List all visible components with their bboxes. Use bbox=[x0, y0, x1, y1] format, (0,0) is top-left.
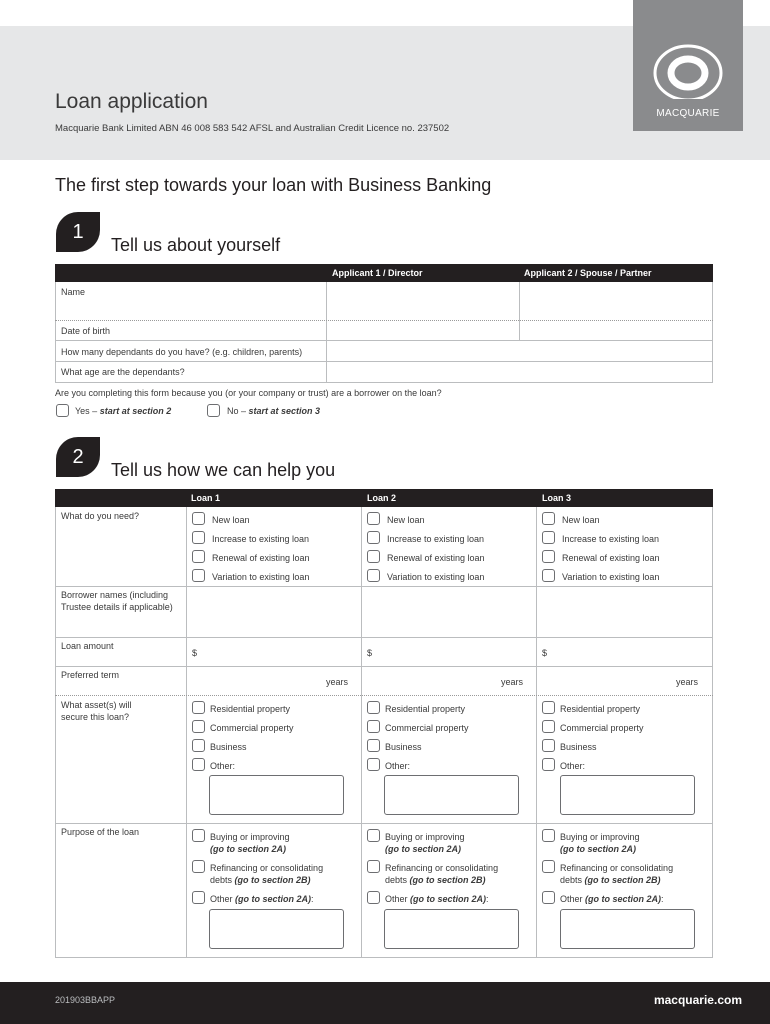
buying-text: Buying or improving bbox=[385, 832, 465, 842]
loan-1-increase-checkbox[interactable] bbox=[192, 531, 205, 544]
loan-1-other-purpose-field[interactable] bbox=[209, 909, 344, 949]
loan-2-new-loan-checkbox[interactable] bbox=[367, 512, 380, 525]
loan-1-business-label: Business bbox=[210, 742, 247, 752]
other-purpose-text: Other bbox=[385, 894, 411, 904]
row-label-borrowers: Borrower names (including Trustee details if applicable) bbox=[61, 590, 173, 612]
column-loan-3: Loan 3 bbox=[542, 493, 572, 503]
loan-3-other-purpose-label bbox=[560, 893, 664, 905]
loan-2-other-purpose-label bbox=[385, 893, 489, 905]
column-loan-2: Loan 2 bbox=[367, 493, 397, 503]
logo-text: MACQUARIE bbox=[656, 108, 720, 119]
refinancing-text-2: debts bbox=[385, 875, 410, 885]
buying-instruction: (go to section 2A) bbox=[210, 844, 286, 854]
column-loan-1: Loan 1 bbox=[191, 493, 221, 503]
loan-2-renewal-checkbox[interactable] bbox=[367, 550, 380, 563]
applicant-1-dob-field[interactable] bbox=[327, 321, 518, 339]
loan-1-other-asset-checkbox[interactable] bbox=[192, 758, 205, 771]
other-purpose-text: Other bbox=[210, 894, 236, 904]
page-subtitle: Macquarie Bank Limited ABN 46 008 583 542 AFSL and Australian Credit Licence no. 237502 bbox=[55, 123, 450, 134]
loan-3-amount-field[interactable] bbox=[550, 640, 708, 664]
loan-1-renewal-label: Renewal of existing loan bbox=[212, 553, 310, 563]
refinancing-text: Refinancing or consolidating bbox=[385, 863, 499, 873]
loan-2-increase-label: Increase to existing loan bbox=[387, 534, 485, 544]
loan-2-refinancing-label bbox=[385, 862, 498, 886]
loan-3-years-label: years bbox=[676, 677, 699, 687]
loan-3-renewal-label: Renewal of existing loan bbox=[562, 553, 660, 563]
loan-1-residential-checkbox[interactable] bbox=[192, 701, 205, 714]
loan-3-variation-checkbox[interactable] bbox=[542, 569, 555, 582]
loan-2-business-checkbox[interactable] bbox=[367, 739, 380, 752]
grid-line bbox=[712, 507, 713, 957]
loan-1-other-asset-field[interactable] bbox=[209, 775, 344, 815]
loan-2-currency-symbol: $ bbox=[367, 648, 373, 658]
loan-3-refinancing-checkbox[interactable] bbox=[542, 860, 555, 873]
loan-3-refinancing-label bbox=[560, 862, 673, 886]
applicant-2-dob-field[interactable] bbox=[520, 321, 711, 339]
applicant-1-name-field[interactable] bbox=[327, 283, 518, 319]
section-2-title: Tell us how we can help you bbox=[111, 460, 336, 480]
macquarie-logo bbox=[633, 0, 743, 131]
loan-1-variation-label: Variation to existing loan bbox=[212, 572, 310, 582]
refinancing-instruction: (go to section 2B) bbox=[409, 875, 486, 885]
loan-1-new-loan-label: New loan bbox=[212, 515, 250, 525]
loan-3-increase-label: Increase to existing loan bbox=[562, 534, 660, 544]
loan-3-buying-label bbox=[560, 831, 640, 855]
loan-1-other-asset-label: Other: bbox=[210, 761, 236, 771]
grid-line bbox=[536, 507, 537, 957]
grid-line bbox=[55, 695, 713, 696]
row-label-name: Name bbox=[61, 287, 86, 297]
row-label-need: What do you need? bbox=[61, 511, 140, 521]
grid-line bbox=[55, 507, 56, 957]
loan-3-residential-checkbox[interactable] bbox=[542, 701, 555, 714]
loan-2-new-loan-label: New loan bbox=[387, 515, 425, 525]
loan-3-residential-label: Residential property bbox=[560, 704, 641, 714]
loan-2-variation-label: Variation to existing loan bbox=[387, 572, 485, 582]
loan-1-amount-field[interactable] bbox=[200, 640, 358, 664]
row-label-purpose: Purpose of the loan bbox=[61, 827, 140, 837]
loan-2-commercial-checkbox[interactable] bbox=[367, 720, 380, 733]
loan-1-variation-checkbox[interactable] bbox=[192, 569, 205, 582]
loan-3-other-purpose-checkbox[interactable] bbox=[542, 891, 555, 904]
other-purpose-instruction: (go to section 2A) bbox=[585, 894, 662, 904]
loan-1-residential-label: Residential property bbox=[210, 704, 291, 714]
loan-2-refinancing-checkbox[interactable] bbox=[367, 860, 380, 873]
row-label-assets: What asset(s) will secure this loan? bbox=[61, 700, 132, 722]
yes-instruction: start at section 2 bbox=[99, 406, 172, 416]
holey-dollar-icon bbox=[651, 43, 725, 99]
loan-1-business-checkbox[interactable] bbox=[192, 739, 205, 752]
grid-line bbox=[712, 282, 713, 382]
loan-2-other-asset-checkbox[interactable] bbox=[367, 758, 380, 771]
section-2-badge: 2 bbox=[56, 437, 100, 477]
loan-2-other-asset-field[interactable] bbox=[384, 775, 519, 815]
column-applicant-1: Applicant 1 / Director bbox=[332, 268, 423, 278]
loan-3-borrowers-field[interactable] bbox=[537, 587, 711, 636]
loan-3-other-asset-label: Other: bbox=[560, 761, 586, 771]
loan-3-variation-label: Variation to existing loan bbox=[562, 572, 660, 582]
row-label-amount: Loan amount bbox=[61, 641, 114, 651]
loan-3-commercial-checkbox[interactable] bbox=[542, 720, 555, 733]
loan-1-other-purpose-checkbox[interactable] bbox=[192, 891, 205, 904]
grid-line bbox=[361, 507, 362, 957]
yes-prefix: Yes – bbox=[75, 406, 100, 416]
loan-2-amount-field[interactable] bbox=[375, 640, 533, 664]
loan-2-increase-checkbox[interactable] bbox=[367, 531, 380, 544]
grid-line bbox=[55, 823, 713, 824]
yes-option-label bbox=[75, 405, 171, 417]
other-purpose-colon: : bbox=[486, 894, 489, 904]
borrower-question: Are you completing this form because you (or your company or trust) are a borrower on the loan? bbox=[55, 388, 442, 398]
loan-3-renewal-checkbox[interactable] bbox=[542, 550, 555, 563]
no-instruction: start at section 3 bbox=[248, 406, 321, 416]
applicant-2-name-field[interactable] bbox=[520, 283, 711, 319]
loan-2-buying-label bbox=[385, 831, 465, 855]
refinancing-text-2: debts bbox=[210, 875, 235, 885]
row-label-term: Preferred term bbox=[61, 670, 120, 680]
dependants-count-field[interactable] bbox=[327, 341, 711, 360]
loan-2-term-field[interactable] bbox=[365, 669, 495, 693]
loan-3-currency-symbol: $ bbox=[542, 648, 548, 658]
loan-3-other-purpose-field[interactable] bbox=[560, 909, 695, 949]
column-applicant-2: Applicant 2 / Spouse / Partner bbox=[524, 268, 652, 278]
loan-1-refinancing-label bbox=[210, 862, 323, 886]
loan-3-increase-checkbox[interactable] bbox=[542, 531, 555, 544]
loan-1-term-field[interactable] bbox=[190, 669, 320, 693]
refinancing-text: Refinancing or consolidating bbox=[210, 863, 324, 873]
refinancing-instruction: (go to section 2B) bbox=[234, 875, 311, 885]
loan-2-other-purpose-field[interactable] bbox=[384, 909, 519, 949]
form-code: 201903BBAPP bbox=[55, 995, 116, 1005]
loan-1-renewal-checkbox[interactable] bbox=[192, 550, 205, 563]
loan-2-commercial-label: Commercial property bbox=[385, 723, 469, 733]
other-purpose-colon: : bbox=[311, 894, 314, 904]
grid-line bbox=[55, 382, 713, 383]
yes-checkbox[interactable] bbox=[56, 404, 69, 417]
buying-instruction: (go to section 2A) bbox=[385, 844, 461, 854]
loan-1-years-label: years bbox=[326, 677, 349, 687]
section-2-header-bar bbox=[55, 489, 713, 507]
loan-3-commercial-label: Commercial property bbox=[560, 723, 644, 733]
grid-line bbox=[186, 507, 187, 957]
no-checkbox[interactable] bbox=[207, 404, 220, 417]
loan-3-buying-checkbox[interactable] bbox=[542, 829, 555, 842]
loan-1-increase-label: Increase to existing loan bbox=[212, 534, 310, 544]
other-purpose-colon: : bbox=[661, 894, 664, 904]
loan-1-refinancing-checkbox[interactable] bbox=[192, 860, 205, 873]
row-label-dependant-ages: What age are the dependants? bbox=[61, 367, 185, 377]
other-purpose-text: Other bbox=[560, 894, 586, 904]
refinancing-text-2: debts bbox=[560, 875, 585, 885]
loan-1-commercial-checkbox[interactable] bbox=[192, 720, 205, 733]
grid-line bbox=[55, 282, 56, 382]
loan-1-commercial-label: Commercial property bbox=[210, 723, 294, 733]
loan-3-other-asset-field[interactable] bbox=[560, 775, 695, 815]
refinancing-text: Refinancing or consolidating bbox=[560, 863, 674, 873]
loan-2-variation-checkbox[interactable] bbox=[367, 569, 380, 582]
refinancing-instruction: (go to section 2B) bbox=[584, 875, 661, 885]
buying-text: Buying or improving bbox=[560, 832, 640, 842]
page-title: Loan application bbox=[55, 90, 208, 113]
buying-instruction: (go to section 2A) bbox=[560, 844, 636, 854]
loan-3-new-loan-label: New loan bbox=[562, 515, 600, 525]
row-label-dob: Date of birth bbox=[61, 326, 111, 336]
loan-3-business-label: Business bbox=[560, 742, 597, 752]
loan-2-other-purpose-checkbox[interactable] bbox=[367, 891, 380, 904]
loan-3-other-asset-checkbox[interactable] bbox=[542, 758, 555, 771]
section-1-title: Tell us about yourself bbox=[111, 235, 281, 255]
section-1-header-bar bbox=[55, 264, 713, 282]
other-purpose-instruction: (go to section 2A) bbox=[410, 894, 487, 904]
no-option-label bbox=[227, 405, 320, 417]
loan-3-business-checkbox[interactable] bbox=[542, 739, 555, 752]
loan-3-new-loan-checkbox[interactable] bbox=[542, 512, 555, 525]
loan-1-buying-checkbox[interactable] bbox=[192, 829, 205, 842]
loan-1-buying-label bbox=[210, 831, 290, 855]
loan-2-years-label: years bbox=[501, 677, 524, 687]
other-purpose-instruction: (go to section 2A) bbox=[235, 894, 312, 904]
loan-1-new-loan-checkbox[interactable] bbox=[192, 512, 205, 525]
buying-text: Buying or improving bbox=[210, 832, 290, 842]
loan-3-term-field[interactable] bbox=[540, 669, 670, 693]
grid-line bbox=[55, 957, 713, 958]
loan-2-renewal-label: Renewal of existing loan bbox=[387, 553, 485, 563]
no-prefix: No – bbox=[227, 406, 249, 416]
loan-2-borrowers-field[interactable] bbox=[362, 587, 535, 636]
section-1-badge: 1 bbox=[56, 212, 100, 252]
grid-line bbox=[55, 637, 713, 638]
footer-url: macquarie.com bbox=[653, 993, 742, 1007]
grid-line bbox=[55, 666, 713, 667]
loan-2-residential-checkbox[interactable] bbox=[367, 701, 380, 714]
loan-2-other-asset-label: Other: bbox=[385, 761, 411, 771]
loan-2-residential-label: Residential property bbox=[385, 704, 466, 714]
dependants-ages-field[interactable] bbox=[327, 362, 711, 381]
loan-2-buying-checkbox[interactable] bbox=[367, 829, 380, 842]
loan-1-borrowers-field[interactable] bbox=[187, 587, 360, 636]
row-label-dependants: How many dependants do you have? (e.g. children, parents) bbox=[61, 347, 303, 357]
loan-1-other-purpose-label bbox=[210, 893, 314, 905]
loan-1-currency-symbol: $ bbox=[192, 648, 198, 658]
headline: The first step towards your loan with Business Banking bbox=[55, 175, 492, 195]
loan-2-business-label: Business bbox=[385, 742, 422, 752]
